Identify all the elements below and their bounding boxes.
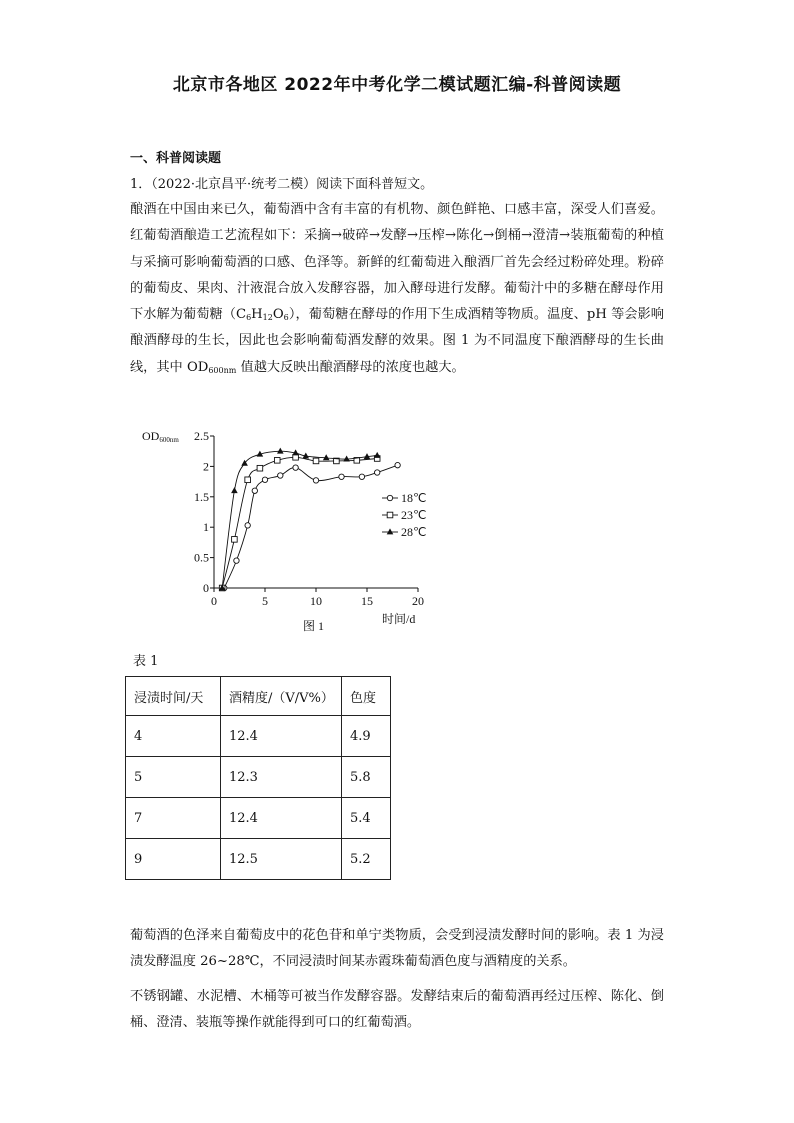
data-point-series-1 <box>245 477 251 483</box>
table-cell-color: 5.2 <box>342 839 391 880</box>
table-cell-days: 4 <box>126 716 221 757</box>
data-point-series-2 <box>277 448 284 454</box>
data-point-series-0 <box>252 488 257 493</box>
table-cell-alcohol: 12.4 <box>221 716 342 757</box>
data-point-series-0 <box>339 474 344 479</box>
data-point-series-1 <box>232 537 238 543</box>
legend-marker-0 <box>387 495 392 500</box>
table-cell-color: 5.8 <box>342 757 391 798</box>
x-tick-label: 5 <box>262 594 268 608</box>
table-caption: 表 1 <box>133 654 159 669</box>
table-header-days: 浸渍时间/天 <box>126 677 221 716</box>
formula-c-subscript: 6 <box>246 313 252 323</box>
legend-label-0: 18℃ <box>401 491 427 505</box>
growth-curve-chart <box>130 420 450 635</box>
y-tick-label: 1 <box>203 520 209 535</box>
legend-label-1: 23℃ <box>401 508 427 522</box>
formula-o-subscript: 6 <box>283 313 289 323</box>
table-header-row <box>126 677 391 716</box>
data-point-series-0 <box>234 558 239 563</box>
x-tick-label: 0 <box>211 594 217 608</box>
table-row <box>126 839 391 880</box>
section-heading: 一、科普阅读题 <box>130 151 222 166</box>
formula-o: O <box>272 307 284 323</box>
x-tick-label: 10 <box>310 594 322 608</box>
figure-caption: 图 1 <box>303 619 325 633</box>
table-cell-alcohol: 12.3 <box>221 757 342 798</box>
paragraph-intro-text-b: ），葡萄糖在酵母的作用下生成酒精等物质。温度、pH 等会影响酿酒酵母的生长，因此也会影响葡萄酒发酵的效果。图 1 为不同温度下酿酒酵母的生长曲线，其中 OD <box>130 307 664 375</box>
data-point-series-2 <box>374 452 381 458</box>
table-header-color: 色度 <box>342 677 391 716</box>
table-header-alcohol: 酒精度/（V/V%） <box>221 677 342 716</box>
data-point-series-0 <box>359 474 364 479</box>
y-tick-label: 0 <box>203 581 209 595</box>
table-row <box>126 798 391 839</box>
data-point-series-2 <box>343 456 350 462</box>
y-tick-label: 2 <box>203 459 209 474</box>
paragraph-color: 葡萄酒的色泽来自葡萄皮中的花色苷和单宁类物质，会受到浸渍发酵时间的影响。表 1 为浸渍发酵温度 26~28℃，不同浸渍时间某赤霞珠葡萄酒色度与酒精度的关系。 <box>130 928 664 970</box>
data-point-series-0 <box>278 473 283 478</box>
question-intro: 1．（2022·北京昌平·统考二模）阅读下面科普短文。 <box>130 177 434 192</box>
table-cell-alcohol: 12.4 <box>221 798 342 839</box>
table-row <box>126 716 391 757</box>
table-cell-days: 9 <box>126 839 221 880</box>
paragraph-intro-text-c: 值越大反映出酿酒酵母的浓度也越大。 <box>236 359 465 375</box>
legend-label-2: 28℃ <box>401 525 427 539</box>
x-tick-label: 15 <box>361 594 373 608</box>
document-title: 北京市各地区 2022年中考化学二模试题汇编-科普阅读题 <box>172 75 622 95</box>
growth-curve-svg <box>130 420 450 635</box>
legend-marker-2 <box>387 528 394 534</box>
y-tick-label: 2.5 <box>194 429 209 443</box>
series-line-2 <box>222 451 377 588</box>
legend-marker-1 <box>387 512 393 518</box>
paragraph-containers: 不锈钢罐、水泥槽、木桶等可被当作发酵容器。发酵结束后的葡萄酒再经过压榨、陈化、倒桶、澄清、装瓶等操作就能得到可口的红葡萄酒。 <box>130 989 664 1031</box>
data-point-series-0 <box>313 478 318 483</box>
table-cell-color: 4.9 <box>342 716 391 757</box>
data-point-series-0 <box>395 462 400 467</box>
data-point-series-2 <box>231 487 238 493</box>
paragraph-intro <box>130 197 664 381</box>
od-subscript: 600nm <box>208 365 237 375</box>
data-point-series-1 <box>313 458 319 464</box>
table-cell-alcohol: 12.5 <box>221 839 342 880</box>
y-axis-label-subscript: 600nm <box>159 436 179 444</box>
data-point-series-1 <box>257 465 263 471</box>
data-point-series-0 <box>375 470 380 475</box>
table-cell-days: 7 <box>126 798 221 839</box>
y-axis-label-main: OD <box>142 429 160 443</box>
table-row <box>126 757 391 798</box>
formula-h: H <box>251 307 263 323</box>
table-cell-color: 5.4 <box>342 798 391 839</box>
paragraph-intro-text-a: 酿酒在中国由来已久，葡萄酒中含有丰富的有机物、颜色鲜艳、口感丰富，深受人们喜爱。红葡萄酒酿造工艺流程如下：采摘→破碎→发酵→压榨→陈化→倒桶→澄清→装瓶葡萄的种植与采摘可影响葡萄酒的口感、色泽等。新鲜的红葡萄进入酿酒厂首先会经过粉碎处理。粉碎的葡萄皮、果肉、汁液混合放入发酵容器，加入酵母进行发酵。葡萄汁中的多糖在酵母作用下水解为葡萄糖（C <box>130 202 664 323</box>
x-axis-label: 时间/d <box>382 612 416 626</box>
x-tick-label: 20 <box>412 594 424 608</box>
data-point-series-0 <box>245 523 250 528</box>
data-point-series-0 <box>293 465 298 470</box>
data-point-series-0 <box>262 477 267 482</box>
maceration-table <box>125 676 391 880</box>
y-axis-label <box>142 429 179 444</box>
y-tick-label: 1.5 <box>194 489 209 504</box>
data-point-series-1 <box>274 458 280 464</box>
formula-h-subscript: 12 <box>262 313 273 323</box>
y-tick-label: 0.5 <box>194 550 209 565</box>
table-cell-days: 5 <box>126 757 221 798</box>
